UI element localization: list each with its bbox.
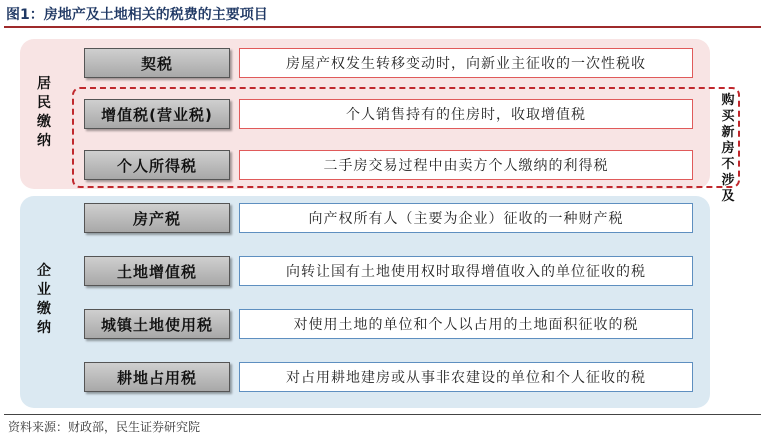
tax-name-farmland-occupation-tax: 耕地占用税: [84, 362, 230, 392]
source-note: 资料来源：财政部，民生证券研究院: [8, 420, 201, 434]
new-house-exclusion-box: [72, 87, 740, 188]
resident-section-label: 居民缴纳: [37, 76, 51, 149]
tax-desc-vat: 个人销售持有的住房时，收取增值税: [239, 99, 693, 129]
new-house-exclusion-note: 购买新房不涉及: [721, 93, 735, 204]
tax-name-deed-tax: 契税: [84, 48, 230, 78]
source-divider: [4, 414, 761, 415]
tax-name-vat: 增值税(营业税): [84, 99, 230, 129]
tax-name-property-tax: 房产税: [84, 203, 230, 233]
tax-desc-farmland-occupation-tax: 对占用耕地建房或从事非农建设的单位和个人征收的税: [239, 362, 693, 392]
tax-desc-urban-land-use-tax: 对使用土地的单位和个人以占用的土地面积征收的税: [239, 309, 693, 339]
tax-name-land-vat: 土地增值税: [84, 256, 230, 286]
figure-title: 图1：房地产及土地相关的税费的主要项目: [6, 7, 268, 23]
tax-name-urban-land-use-tax: 城镇土地使用税: [84, 309, 230, 339]
title-divider: [4, 26, 761, 28]
tax-desc-property-tax: 向产权所有人（主要为企业）征收的一种财产税: [239, 203, 693, 233]
tax-desc-land-vat: 向转让国有土地使用权时取得增值收入的单位征收的税: [239, 256, 693, 286]
tax-desc-income-tax: 二手房交易过程中由卖方个人缴纳的利得税: [239, 150, 693, 180]
enterprise-section-label: 企业缴纳: [37, 263, 51, 336]
tax-name-income-tax: 个人所得税: [84, 150, 230, 180]
tax-desc-deed-tax: 房屋产权发生转移变动时，向新业主征收的一次性税收: [239, 48, 693, 78]
